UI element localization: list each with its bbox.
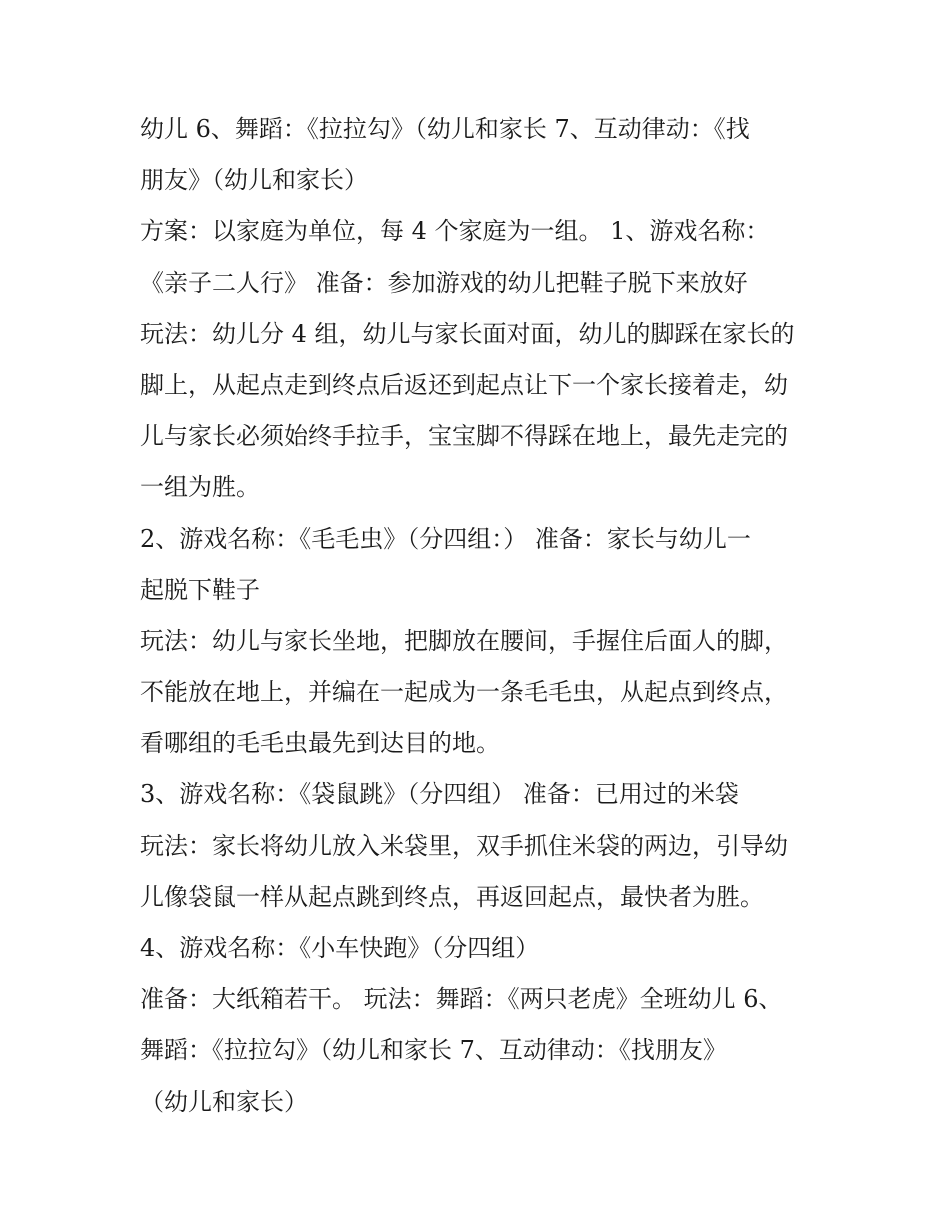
- text-line: 准备：大纸箱若干。 玩法：舞蹈：《两只老虎》全班幼儿 6、: [140, 985, 783, 1014]
- text-line: 幼儿 6、舞蹈：《拉拉勾》（幼儿和家长 7、互动律动：《找: [140, 115, 750, 143]
- text-line: 2、游戏名称：《毛毛虫》（分四组：） 准备：家长与幼儿一: [140, 524, 751, 553]
- text-line: 方案：以家庭为单位，每 4 个家庭为一组。 1、游戏名称：: [140, 217, 770, 246]
- text-line: 朋友》（幼儿和家长）: [140, 166, 368, 195]
- text-line: 3、游戏名称：《袋鼠跳》（分四组） 准备：已用过的米袋: [140, 780, 739, 809]
- text-line: 玩法：幼儿分 4 组，幼儿与家长面对面，幼儿的脚踩在家长的: [140, 319, 795, 348]
- text-line: 玩法：家长将幼儿放入米袋里，双手抓住米袋的两边，引导幼: [140, 831, 788, 860]
- text-line: 玩法：幼儿与家长坐地，把脚放在腰间，手握住后面人的脚，: [140, 626, 788, 655]
- text-line: 一组为胜。: [140, 473, 260, 502]
- text-line: 看哪组的毛毛虫最先到达目的地。: [140, 729, 500, 758]
- body-text: [140, 104, 820, 1128]
- text-line: 《亲子二人行》 准备：参加游戏的幼儿把鞋子脱下来放好: [140, 268, 748, 297]
- text-line: （幼儿和家长）: [140, 1087, 308, 1116]
- text-line: 不能放在地上，并编在一起成为一条毛毛虫，从起点到终点，: [140, 678, 788, 707]
- text-line: 4、游戏名称：《小车快跑》（分四组）: [140, 934, 540, 962]
- text-line: 脚上，从起点走到终点后返还到起点让下一个家长接着走，幼: [140, 370, 788, 399]
- text-line: 起脱下鞋子: [140, 575, 260, 604]
- text-line: 儿像袋鼠一样从起点跳到终点，再返回起点，最快者为胜。: [140, 882, 764, 911]
- text-line: 舞蹈：《拉拉勾》（幼儿和家长 7、互动律动：《找朋友》: [140, 1036, 727, 1065]
- text-line: 儿与家长必须始终手拉手，宝宝脚不得踩在地上，最先走完的: [140, 422, 788, 451]
